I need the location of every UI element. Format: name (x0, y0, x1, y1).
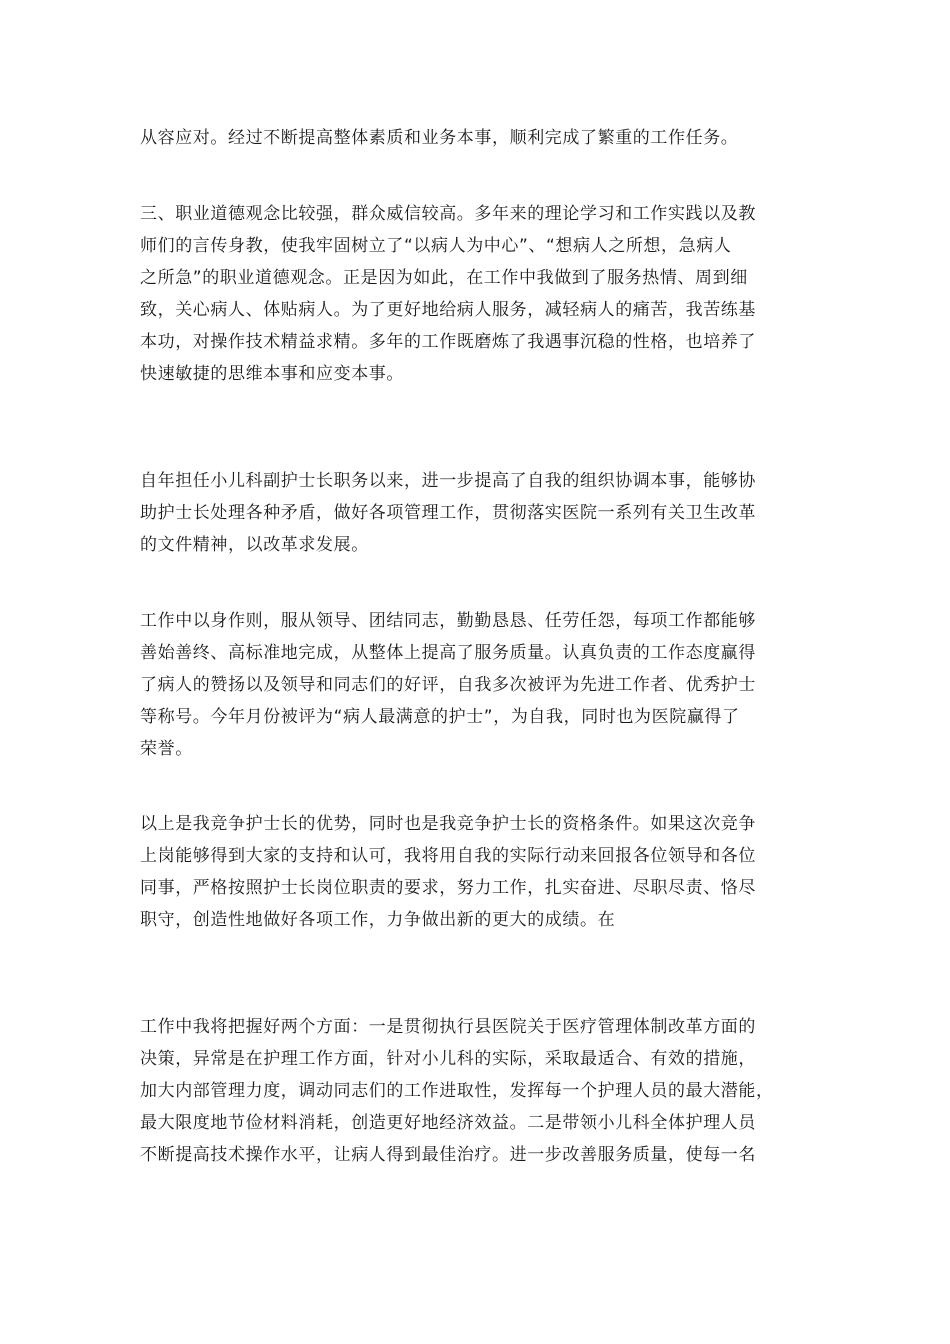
paragraph-4 (140, 605, 820, 765)
text-line: 了病人的赞扬以及领导和同志们的好评，自我多次被评为先进工作者、优秀护士 (140, 675, 756, 695)
text-line: 从容应对。经过不断提高整体素质和业务本事，顺利完成了繁重的工作任务。 (140, 128, 739, 148)
paragraph-5 (140, 808, 820, 936)
text-line: 决策，异常是在护理工作方面，针对小儿科的实际，采取最适合、有效的措施， (140, 1049, 756, 1069)
paragraph-3 (140, 465, 820, 561)
text-line: 快速敏捷的思维本事和应变本事。 (140, 364, 404, 384)
text-line: 不断提高技术操作水平，让病人得到最佳治疗。进一步改善服务质量，使每一名 (140, 1145, 756, 1165)
text-line: 自年担任小儿科副护士长职务以来，进一步提高了自我的组织协调本事，能够协 (140, 471, 756, 491)
paragraph-1 (140, 122, 820, 154)
text-line: 工作中我将把握好两个方面：一是贯彻执行县医院关于医疗管理体制改革方面的 (140, 1017, 756, 1037)
text-line: 致，关心病人、体贴病人。为了更好地给病人服务，减轻病人的痛苦，我苦练基 (140, 300, 756, 320)
paragraph-6 (140, 1011, 820, 1171)
text-line: 上岗能够得到大家的支持和认可，我将用自我的实际行动来回报各位领导和各位 (140, 846, 756, 866)
text-line: 之所急”的职业道德观念。正是因为如此，在工作中我做到了服务热情、周到细 (140, 268, 748, 288)
text-line: 同事，严格按照护士长岗位职责的要求，努力工作，扎实奋进、尽职尽责、恪尽 (140, 878, 756, 898)
text-line: 善始善终、高标准地完成，从整体上提高了服务质量。认真负责的工作态度赢得 (140, 643, 756, 663)
text-line: 师们的言传身教，使我牢固树立了“以病人为中心”、“想病人之所想，急病人 (140, 236, 732, 256)
text-line: 助护士长处理各种矛盾，做好各项管理工作，贯彻落实医院一系列有关卫生改革 (140, 503, 756, 523)
text-line: 工作中以身作则，服从领导、团结同志，勤勤恳恳、任劳任怨，每项工作都能够 (140, 611, 756, 631)
text-line: 以上是我竞争护士长的优势，同时也是我竞争护士长的资格条件。如果这次竞争 (140, 814, 756, 834)
text-line: 本功，对操作技术精益求精。多年的工作既磨炼了我遇事沉稳的性格，也培养了 (140, 332, 756, 352)
text-line: 等称号。今年月份被评为“病人最满意的护士”，为自我，同时也为医院赢得了 (140, 707, 740, 727)
text-line: 的文件精神，以改革求发展。 (140, 535, 369, 555)
text-line: 职守，创造性地做好各项工作，力争做出新的更大的成绩。在 (140, 910, 616, 930)
text-line: 最大限度地节俭材料消耗，创造更好地经济效益。二是带领小儿科全体护理人员 (140, 1113, 756, 1133)
paragraph-2 (140, 198, 820, 390)
text-line: 荣誉。 (140, 739, 193, 759)
text-line: 加大内部管理力度，调动同志们的工作进取性，发挥每一个护理人员的最大潜能， (140, 1081, 774, 1101)
text-line: 三、职业道德观念比较强，群众威信较高。多年来的理论学习和工作实践以及教 (140, 204, 756, 224)
